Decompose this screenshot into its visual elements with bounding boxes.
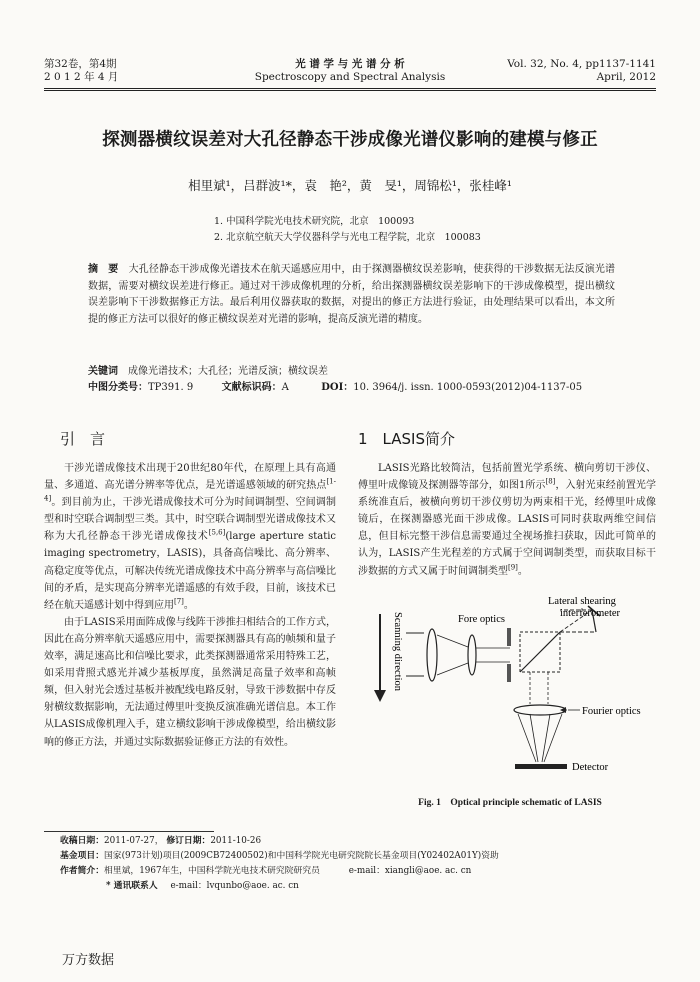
journal-cn: 光 谱 学 与 光 谱 分 析	[295, 58, 405, 70]
figure-1-caption: Fig. 1 Optical principle schematic of LASIS	[418, 798, 602, 808]
corresponding-label: * 通讯联系人	[106, 881, 158, 891]
footnotes	[60, 834, 660, 894]
figure-1-schematic	[360, 592, 660, 792]
keywords	[88, 364, 615, 380]
revised-date: 2011-10-26	[210, 836, 262, 846]
intro-p1-part-a: 干涉光谱成像技术出现于20世纪80年代，在原理上具有高通量、多通道、高光谱分辨率等优点，是光谱遥感领域的研究热点	[44, 463, 336, 492]
fund-label: 基金项目：	[60, 851, 104, 861]
fore-ray-2	[437, 663, 468, 675]
intro-paragraph-1	[44, 460, 336, 614]
bio-email: e-mail：xiangli@aoe. ac. cn	[348, 866, 472, 876]
clc-value: TP391. 9	[148, 382, 194, 393]
doi-value: 10. 3964/j. issn. 1000-0593(2012)04-1137-05	[353, 382, 583, 393]
citation-9: [9]	[508, 563, 518, 572]
header-right	[460, 58, 656, 84]
abstract-label: 摘 要	[88, 264, 119, 275]
keywords-text: 成像光谱技术；大孔径；光谱反演；横纹误差	[128, 366, 328, 377]
slit-upper	[507, 628, 511, 646]
abstract-text: 大孔径静态干涉成像光谱技术在航天遥感应用中，由于探测器横纹误差影响，使获得的干涉数据无法反演光谱数据，需要对横纹误差进行修正。通过对干涉成像机理的分析，给出探测器横纹误差影响下的干涉成像模型，提出横纹误差影响下干涉数据修正方法。最后利用仪器获取的数据，对提出的修正方法进行验证，由处理结果可以看出，本文所提的修正方法可以很好的修正横纹误差对光谱的影响，提高反演光谱的精度。	[88, 264, 616, 325]
affiliation-2: 2. 北京航空航天大学仪器科学与光电工程学院，北京 100083	[214, 232, 481, 243]
clc-label: 中图分类号：	[88, 382, 148, 393]
journal-en: Spectroscopy and Spectral Analysis	[254, 71, 446, 83]
date-en: April, 2012	[596, 71, 656, 83]
detector-label: Detector	[572, 762, 609, 773]
intro-paragraph-2: 由于LASIS采用面阵成像与线阵干涉推扫相结合的工作方式，因此在高分辨率航天遥感应用中，需要探测器具有高的帧频和量子效率，满足速高比和信噪比要求，此类探测器通常采用特殊工艺，如采用背照式感光并减少基板厚度，虽然满足高量子效率和高帧频，但入射光会透过基板并被配线电路反射，导致干涉数据中存反射横纹数据影响，无法通过傅里叶变换反演准确光谱信息。本工作从LASIS成像机理入手，建立横纹影响干涉成像模型，给出横纹影响的修正方法，并通过实际数据验证修正方法的有效性。	[44, 616, 336, 748]
doc-code-label: 文献标识码：	[221, 382, 282, 393]
converge-ray-2	[544, 714, 562, 762]
footnote-fund	[60, 849, 660, 864]
date-cn: 2 0 1 2 年 4 月	[44, 71, 119, 83]
bio-label: 作者简介：	[60, 866, 104, 876]
affiliations	[214, 214, 481, 246]
corresponding-email: e-mail：lvqunbo@aoe. ac. cn	[170, 881, 299, 891]
intro-heading: 引 言	[60, 430, 106, 448]
received-label: 收稿日期：	[60, 836, 104, 846]
slit-lower	[507, 664, 511, 682]
volume-cn: 第32卷，第4期	[44, 58, 117, 70]
affiliation-1: 1. 中国科学院光电技术研究院，北京 100093	[214, 216, 415, 227]
lateral-shearing-label-2: interferometer	[560, 608, 621, 619]
lateral-shearing-label-1: Lateral shearing	[548, 596, 616, 607]
author-list: 相里斌¹，吕群波¹*，袁 艳²，黄 旻¹，周锦松¹，张桂峰¹	[188, 178, 512, 193]
converge-ray-1	[518, 714, 536, 762]
section-1-heading: 1 LASIS简介	[358, 430, 455, 448]
received-date: 2011-07-27，	[104, 836, 164, 846]
footnote-bio	[60, 864, 660, 879]
fore-optics-lens-1	[427, 629, 437, 681]
beam-splitter	[520, 632, 560, 672]
fore-optics-label: Fore optics	[458, 614, 505, 625]
header-rule-bottom	[44, 90, 656, 91]
wanfang-watermark: 万方数据	[62, 953, 115, 968]
doc-code-value: A	[281, 382, 289, 393]
bio-text: 相里斌，1967年生，中国科学院光电技术研究院研究员	[104, 866, 320, 876]
citation-7: [7]	[174, 597, 184, 606]
fourier-optics-label: Fourier optics	[582, 706, 641, 717]
classification-line	[88, 380, 615, 396]
header-left	[44, 58, 118, 84]
footnote-rule	[44, 831, 214, 832]
converge-ray-4	[542, 714, 550, 762]
intro-body	[44, 460, 336, 751]
fore-ray-1	[437, 635, 468, 647]
fore-optics-lens-2	[468, 635, 476, 675]
footnote-corresponding	[60, 879, 660, 894]
section-1-body	[358, 460, 656, 580]
citation-8: [8]	[545, 477, 556, 486]
footnote-dates	[60, 834, 660, 849]
converge-ray-3	[530, 714, 538, 762]
abstract	[88, 262, 615, 328]
citation-1-4: [1-4]	[44, 477, 336, 503]
sec1-part-a: LASIS光路比较简洁，包括前置光学系统、横向剪切干涉仪、傅里叶成像镜及探测器等部分，如图1所示	[358, 463, 656, 492]
sec1-part-c: 。	[517, 565, 528, 577]
scanning-arrowhead	[374, 690, 386, 702]
intro-p1-part-d: 。	[183, 599, 194, 611]
intro-p1-part-b: 。到目前为止，干涉光谱成像技术可分为时间调制型、空间调制型和时空联合调制型三类。其中，时空联合调制型光谱成像技术又称为大孔径静态干涉光谱成像技术	[44, 497, 336, 543]
fourier-lens	[514, 705, 566, 715]
fund-text: 国家(973计划)项目(2009CB72400502)和中国科学院光电研究院院长基金项目(Y02402A01Y)资助	[104, 851, 499, 861]
sec1-part-b: ，入射光束经前置光学系统准直后，被横向剪切干涉仪剪切为两束相干光，经傅里叶成像镜后，在探测器感光面干涉成像。LASIS可同时获取两维空间信息，但目标完整干涉信息需要通过全视场推扫获取，因此可简单的认为，LASIS产生光程差的方式属于空间调制类型，而获取目标干涉数据的方式又属于时间调制类型	[358, 480, 656, 577]
detector-bar	[515, 764, 567, 769]
keywords-label: 关键词	[88, 366, 118, 377]
citation-5-6: [5,6]	[208, 529, 226, 538]
scanning-direction-label: Scanning direction	[392, 612, 403, 692]
section-1-paragraph	[358, 460, 656, 580]
revised-label: 修订日期：	[166, 836, 211, 846]
header-rule-top	[44, 88, 656, 89]
paper-title: 探测器横纹误差对大孔径静态干涉成像光谱仪影响的建模与修正	[102, 130, 598, 150]
volume-en: Vol. 32, No. 4, pp1137-1141	[507, 58, 656, 70]
doi-label: DOI：	[321, 382, 354, 393]
header-center	[200, 58, 500, 84]
intro-p1-part-c: (large aperture static imaging spectrometry，LASIS)，具备高信噪比、高分辨率、高稳定度等优点，可解决传统光谱成像技术中高分辨率与高信噪比间的矛盾，是实现高分辨率光谱遥感的有效手段，目前，该技术已经在航天遥感计划中得到应用	[44, 531, 337, 611]
